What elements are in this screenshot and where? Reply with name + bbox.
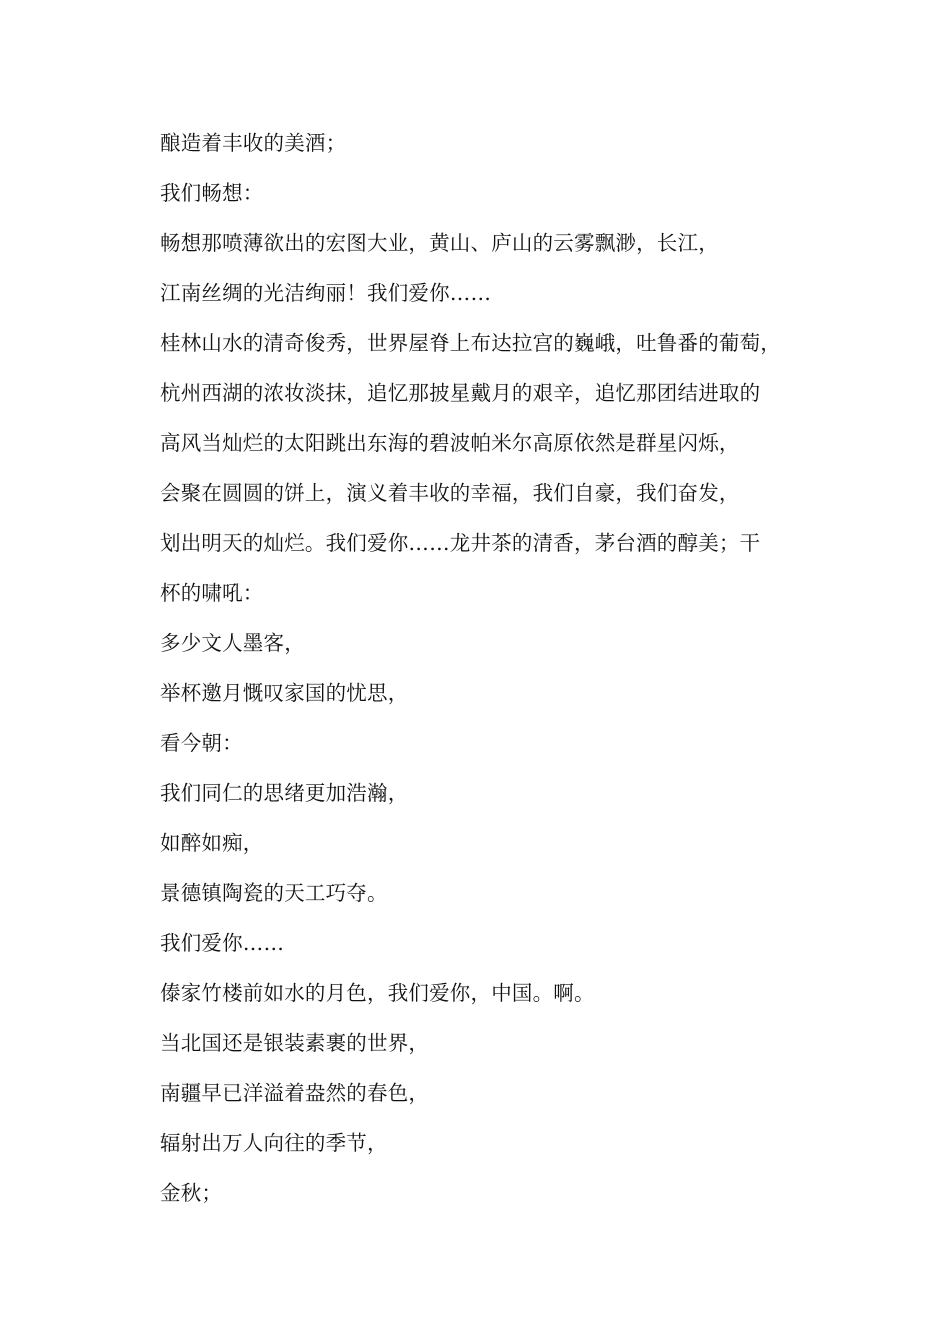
text-line: 杯的啸吼：	[160, 581, 264, 605]
text-line: 看今朝：	[160, 731, 243, 755]
text-line: 我们同仁的思绪更加浩瀚，	[160, 781, 409, 805]
text-line: 桂林山水的清奇俊秀，世界屋脊上布达拉宫的巍峨，吐鲁番的葡萄，	[160, 331, 781, 355]
text-line: 杭州西湖的浓妆淡抹，追忆那披星戴月的艰辛，追忆那团结进取的	[160, 381, 761, 405]
text-line: 金秋；	[160, 1181, 223, 1205]
text-line: 我们爱你……	[160, 931, 285, 955]
text-line: 畅想那喷薄欲出的宏图大业，黄山、庐山的云雾飘渺，长江，	[160, 231, 719, 255]
text-line: 辐射出万人向往的季节，	[160, 1131, 388, 1155]
poem-text-block	[160, 118, 840, 1218]
text-line: 当北国还是银装素裹的世界，	[160, 1031, 430, 1055]
text-line: 举杯邀月慨叹家国的忧思，	[160, 681, 409, 705]
text-line: 酿造着丰收的美酒；	[160, 131, 347, 155]
text-line: 南疆早已洋溢着盎然的春色，	[160, 1081, 430, 1105]
text-line: 景德镇陶瓷的天工巧夺。	[160, 881, 388, 905]
text-line: 会聚在圆圆的饼上，演义着丰收的幸福，我们自豪，我们奋发，	[160, 481, 740, 505]
text-line: 高风当灿烂的太阳跳出东海的碧波帕米尔高原依然是群星闪烁，	[160, 431, 740, 455]
text-line: 我们畅想：	[160, 181, 264, 205]
text-line: 傣家竹楼前如水的月色，我们爱你，中国。啊。	[160, 981, 595, 1005]
text-line: 划出明天的灿烂。我们爱你……龙井茶的清香，茅台酒的醇美；干	[160, 531, 761, 555]
text-line: 多少文人墨客，	[160, 631, 305, 655]
text-line: 如醉如痴，	[160, 831, 264, 855]
text-line: 江南丝绸的光洁绚丽！我们爱你……	[160, 281, 492, 305]
